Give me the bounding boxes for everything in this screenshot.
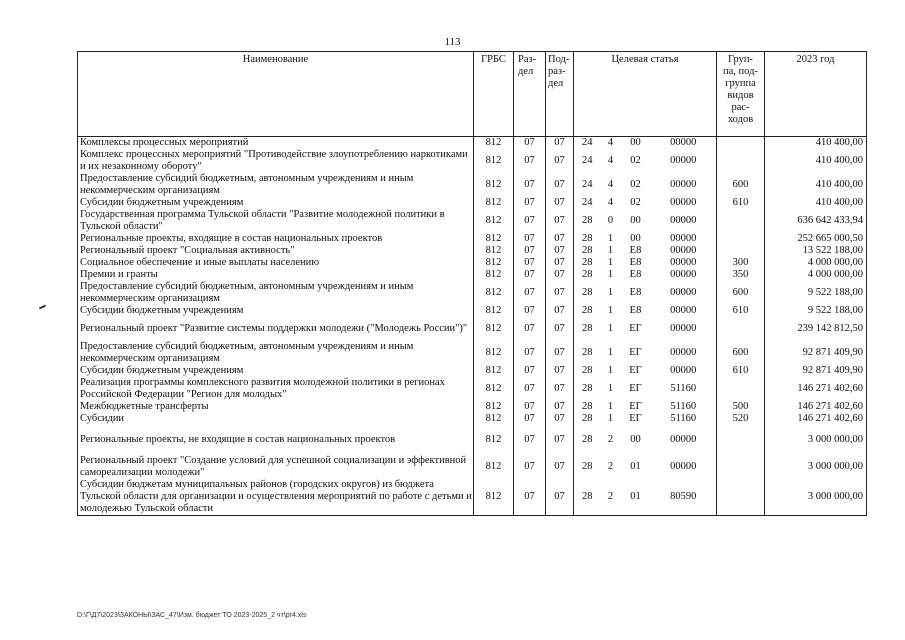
table-row <box>78 269 867 281</box>
table-row <box>78 245 867 257</box>
row-grbs: 812 <box>474 281 514 305</box>
table-row <box>78 317 867 341</box>
row-name: Региональный проект "Социальная активность" <box>78 245 474 257</box>
table-row <box>78 425 867 455</box>
row-target-item: E8 <box>629 305 642 316</box>
header-razdel: Раз- дел <box>514 52 546 137</box>
row-razdel: 07 <box>514 149 546 173</box>
row-podrazdel: 07 <box>546 137 574 150</box>
row-target-item: E8 <box>629 287 642 298</box>
row-target-program: 28 <box>574 305 601 317</box>
row-target-code: 00000 <box>651 341 717 365</box>
row-razdel: 07 <box>514 197 546 209</box>
row-target-code: 00000 <box>651 455 717 479</box>
row-target-item: EГ <box>629 347 642 358</box>
row-name: Предоставление субсидий бюджетным, автономным учреждениям и иным некоммерческим организациям <box>78 281 474 305</box>
row-amount: 13 522 188,00 <box>765 245 867 257</box>
row-target-subprogram: 2 <box>607 434 614 445</box>
row-grbs: 812 <box>474 137 514 150</box>
row-grbs: 812 <box>474 365 514 377</box>
row-target-subprogram: 1 <box>607 287 614 298</box>
header-grbs: ГРБС <box>474 52 514 137</box>
table-row <box>78 365 867 377</box>
row-razdel: 07 <box>514 233 546 245</box>
row-target-program: 28 <box>574 413 601 425</box>
row-target-subprogram: 4 <box>607 197 614 208</box>
row-razdel: 07 <box>514 479 546 516</box>
row-target-item: EГ <box>629 323 642 334</box>
row-target-item: 00 <box>630 215 641 226</box>
row-grbs: 812 <box>474 341 514 365</box>
row-target-item: E8 <box>629 257 642 268</box>
row-podrazdel: 07 <box>546 455 574 479</box>
row-name: Субсидии бюджетам муниципальных районов (городских округов) из бюджета Тульской области для организации и осуществления мероприятий по работе с детьми и молодежью Тульской области <box>78 479 474 516</box>
row-target-code: 00000 <box>651 257 717 269</box>
row-name: Региональные проекты, входящие в состав национальных проектов <box>78 233 474 245</box>
row-target-program: 28 <box>574 281 601 305</box>
row-target-program: 24 <box>574 173 601 197</box>
row-target-program: 28 <box>574 365 601 377</box>
row-podrazdel: 07 <box>546 413 574 425</box>
row-podrazdel: 07 <box>546 305 574 317</box>
row-grbs: 812 <box>474 245 514 257</box>
row-target-subprogram: 1 <box>607 413 614 424</box>
table-row <box>78 149 867 173</box>
row-target-code: 51160 <box>651 377 717 401</box>
row-podrazdel: 07 <box>546 209 574 233</box>
row-target-program: 28 <box>574 425 601 455</box>
row-expense-type: 600 <box>717 341 765 365</box>
row-expense-type: 500 <box>717 401 765 413</box>
row-target-program: 28 <box>574 209 601 233</box>
row-amount: 410 400,00 <box>765 197 867 209</box>
table-row <box>78 197 867 209</box>
row-target-subprogram: 1 <box>607 257 614 268</box>
row-target-code: 00000 <box>651 245 717 257</box>
row-razdel: 07 <box>514 305 546 317</box>
row-target-item: E8 <box>629 269 642 280</box>
header-target: Целевая статья <box>574 52 717 137</box>
row-grbs: 812 <box>474 317 514 341</box>
row-target-subprogram: 1 <box>607 347 614 358</box>
row-amount: 3 000 000,00 <box>765 479 867 516</box>
row-target-code: 00000 <box>651 281 717 305</box>
row-grbs: 812 <box>474 401 514 413</box>
row-target-subprogram: 1 <box>607 323 614 334</box>
row-grbs: 812 <box>474 479 514 516</box>
margin-mark <box>39 305 46 310</box>
row-amount: 3 000 000,00 <box>765 425 867 455</box>
row-target-code: 00000 <box>651 233 717 245</box>
table-row <box>78 209 867 233</box>
row-name: Межбюджетные трансферты <box>78 401 474 413</box>
row-name: Предоставление субсидий бюджетным, автономным учреждениям и иным некоммерческим организациям <box>78 173 474 197</box>
row-target-program: 28 <box>574 479 601 516</box>
row-amount: 9 522 188,00 <box>765 305 867 317</box>
header-name: Наименование <box>78 52 474 137</box>
row-amount: 4 000 000,00 <box>765 269 867 281</box>
row-grbs: 812 <box>474 455 514 479</box>
row-target-subprogram: 1 <box>607 401 614 412</box>
row-expense-type <box>717 479 765 516</box>
row-amount: 146 271 402,60 <box>765 413 867 425</box>
row-name: Премии и гранты <box>78 269 474 281</box>
row-amount: 4 000 000,00 <box>765 257 867 269</box>
row-expense-type <box>717 317 765 341</box>
table-header-row <box>78 52 867 137</box>
row-expense-type: 610 <box>717 197 765 209</box>
row-grbs: 812 <box>474 305 514 317</box>
file-path-footer: D:\Г\Д7\2023\ЗАКОНЫ\ЗАС_47\Изм. бюджет ТО 2023-2025_2 чт\pr4.xls <box>77 612 307 619</box>
row-target-code: 00000 <box>651 209 717 233</box>
row-razdel: 07 <box>514 365 546 377</box>
row-target-subprogram: 2 <box>601 479 621 516</box>
row-expense-type: 300 <box>717 257 765 269</box>
row-name: Комплексы процессных мероприятий <box>78 137 474 150</box>
row-amount: 636 642 433,94 <box>765 209 867 233</box>
row-razdel: 07 <box>514 209 546 233</box>
row-target-program: 28 <box>574 377 601 401</box>
row-expense-type <box>717 137 765 150</box>
row-target-program: 28 <box>574 341 601 365</box>
row-target-code: 00000 <box>651 137 717 150</box>
row-amount: 239 142 812,50 <box>765 317 867 341</box>
row-expense-type <box>717 425 765 455</box>
row-amount: 410 400,00 <box>765 173 867 197</box>
table-row <box>78 257 867 269</box>
row-podrazdel: 07 <box>546 245 574 257</box>
row-name: Государственная программа Тульской области "Развитие молодежной политики в Тульской области" <box>78 209 474 233</box>
row-podrazdel: 07 <box>546 425 574 455</box>
row-target-program: 28 <box>574 401 601 413</box>
table-row <box>78 401 867 413</box>
row-target-item: EГ <box>629 401 642 412</box>
row-name: Субсидии бюджетным учреждениям <box>78 305 474 317</box>
row-target-code: 80590 <box>651 479 717 516</box>
row-name: Социальное обеспечение и иные выплаты населению <box>78 257 474 269</box>
row-grbs: 812 <box>474 413 514 425</box>
row-podrazdel: 07 <box>546 197 574 209</box>
row-name: Реализация программы комплексного развития молодежной политики в регионах Российской Федерации "Регион для молодых" <box>78 377 474 401</box>
row-target-program: 28 <box>574 455 601 479</box>
row-podrazdel: 07 <box>546 341 574 365</box>
row-expense-type <box>717 377 765 401</box>
row-target-subprogram: 1 <box>607 269 614 280</box>
row-target-code: 00000 <box>651 197 717 209</box>
table-row <box>78 281 867 305</box>
row-target-program: 24 <box>574 149 601 173</box>
row-target-item: 00 <box>630 434 641 445</box>
row-target-code: 00000 <box>651 305 717 317</box>
row-razdel: 07 <box>514 413 546 425</box>
row-razdel: 07 <box>514 281 546 305</box>
row-expense-type <box>717 149 765 173</box>
row-podrazdel: 07 <box>546 173 574 197</box>
row-target-program: 28 <box>574 257 601 269</box>
table-row <box>78 173 867 197</box>
table-row <box>78 479 867 516</box>
row-podrazdel: 07 <box>546 401 574 413</box>
row-expense-type: 600 <box>717 281 765 305</box>
table-row <box>78 137 867 150</box>
row-target-subprogram: 1 <box>607 305 614 316</box>
row-razdel: 07 <box>514 425 546 455</box>
table-row <box>78 455 867 479</box>
row-target-program: 24 <box>574 137 601 150</box>
row-podrazdel: 07 <box>546 149 574 173</box>
row-target-subprogram: 4 <box>607 179 614 190</box>
row-amount: 9 522 188,00 <box>765 281 867 305</box>
row-grbs: 812 <box>474 377 514 401</box>
row-target-program: 24 <box>574 197 601 209</box>
row-target-subprogram: 1 <box>607 233 614 244</box>
row-amount: 252 665 000,50 <box>765 233 867 245</box>
table-row <box>78 377 867 401</box>
row-target-item: 00 <box>630 233 641 244</box>
row-expense-type: 520 <box>717 413 765 425</box>
row-target-item: EГ <box>629 413 642 424</box>
row-target-item: E8 <box>629 245 642 256</box>
row-razdel: 07 <box>514 317 546 341</box>
row-target-code: 00000 <box>651 149 717 173</box>
row-target-subprogram: 4 <box>607 155 614 166</box>
row-grbs: 812 <box>474 269 514 281</box>
row-razdel: 07 <box>514 269 546 281</box>
row-target-program: 28 <box>574 233 601 245</box>
row-expense-type: 350 <box>717 269 765 281</box>
row-target-subprogram: 0 <box>607 215 614 226</box>
row-podrazdel: 07 <box>546 317 574 341</box>
row-razdel: 07 <box>514 173 546 197</box>
budget-table <box>77 51 867 516</box>
row-target-item: 00 <box>630 137 641 148</box>
header-vid: Груп- па, под- группа видов рас- ходов <box>717 52 765 137</box>
row-target-code: 00000 <box>651 173 717 197</box>
row-razdel: 07 <box>514 257 546 269</box>
row-amount: 3 000 000,00 <box>765 455 867 479</box>
row-podrazdel: 07 <box>546 281 574 305</box>
row-name: Предоставление субсидий бюджетным, автономным учреждениям и иным некоммерческим организациям <box>78 341 474 365</box>
row-grbs: 812 <box>474 425 514 455</box>
row-amount: 410 400,00 <box>765 149 867 173</box>
row-podrazdel: 07 <box>546 233 574 245</box>
row-target-item: 01 <box>621 479 651 516</box>
row-name: Субсидии бюджетным учреждениям <box>78 197 474 209</box>
row-razdel: 07 <box>514 245 546 257</box>
row-grbs: 812 <box>474 257 514 269</box>
row-target-code: 00000 <box>651 425 717 455</box>
row-grbs: 812 <box>474 149 514 173</box>
row-name: Региональный проект "Создание условий для успешной социализации и эффективной самореализации молодежи" <box>78 455 474 479</box>
row-expense-type: 610 <box>717 305 765 317</box>
row-razdel: 07 <box>514 401 546 413</box>
row-target-code: 00000 <box>651 269 717 281</box>
table-body <box>78 137 867 516</box>
row-podrazdel: 07 <box>546 479 574 516</box>
row-target-item: 02 <box>630 179 641 190</box>
row-target-program: 28 <box>574 317 601 341</box>
row-target-item: EГ <box>629 365 642 376</box>
row-target-program: 28 <box>574 245 601 257</box>
row-razdel: 07 <box>514 377 546 401</box>
row-target-subprogram: 2 <box>607 461 614 472</box>
row-grbs: 812 <box>474 173 514 197</box>
row-target-code: 51160 <box>651 413 717 425</box>
row-amount: 146 271 402,60 <box>765 377 867 401</box>
row-expense-type <box>717 209 765 233</box>
row-amount: 92 871 409,90 <box>765 365 867 377</box>
row-target-subprogram: 4 <box>607 137 614 148</box>
table-row <box>78 233 867 245</box>
row-target-code: 00000 <box>651 317 717 341</box>
row-amount: 92 871 409,90 <box>765 341 867 365</box>
header-year: 2023 год <box>765 52 867 137</box>
row-name: Региональный проект "Развитие системы поддержки молодежи ("Молодежь России")" <box>78 317 474 341</box>
row-name: Региональные проекты, не входящие в состав национальных проектов <box>78 425 474 455</box>
header-podrazdel: Под- раз- дел <box>546 52 574 137</box>
row-podrazdel: 07 <box>546 269 574 281</box>
row-target-item: 01 <box>630 461 641 472</box>
page-number: 113 <box>444 36 461 48</box>
row-target-item: EГ <box>629 383 642 394</box>
row-grbs: 812 <box>474 233 514 245</box>
row-razdel: 07 <box>514 137 546 150</box>
row-amount: 146 271 402,60 <box>765 401 867 413</box>
row-expense-type <box>717 233 765 245</box>
row-grbs: 812 <box>474 197 514 209</box>
row-target-code: 00000 <box>651 365 717 377</box>
row-target-item: 02 <box>630 197 641 208</box>
row-target-program: 28 <box>574 269 601 281</box>
table-row <box>78 413 867 425</box>
row-expense-type: 600 <box>717 173 765 197</box>
table-row <box>78 305 867 317</box>
row-podrazdel: 07 <box>546 377 574 401</box>
row-razdel: 07 <box>514 341 546 365</box>
row-podrazdel: 07 <box>546 365 574 377</box>
row-target-subprogram: 1 <box>607 245 614 256</box>
row-target-subprogram: 1 <box>607 365 614 376</box>
row-expense-type: 610 <box>717 365 765 377</box>
row-razdel: 07 <box>514 455 546 479</box>
row-name: Субсидии бюджетным учреждениям <box>78 365 474 377</box>
row-name: Субсидии <box>78 413 474 425</box>
row-expense-type <box>717 245 765 257</box>
row-amount: 410 400,00 <box>765 137 867 150</box>
row-name: Комплекс процессных мероприятий "Противодействие злоупотреблению наркотиками и их незаконному обороту" <box>78 149 474 173</box>
row-target-code: 51160 <box>651 401 717 413</box>
table-row <box>78 341 867 365</box>
row-expense-type <box>717 455 765 479</box>
row-grbs: 812 <box>474 209 514 233</box>
row-target-item: 02 <box>630 155 641 166</box>
row-target-subprogram: 1 <box>607 383 614 394</box>
row-podrazdel: 07 <box>546 257 574 269</box>
